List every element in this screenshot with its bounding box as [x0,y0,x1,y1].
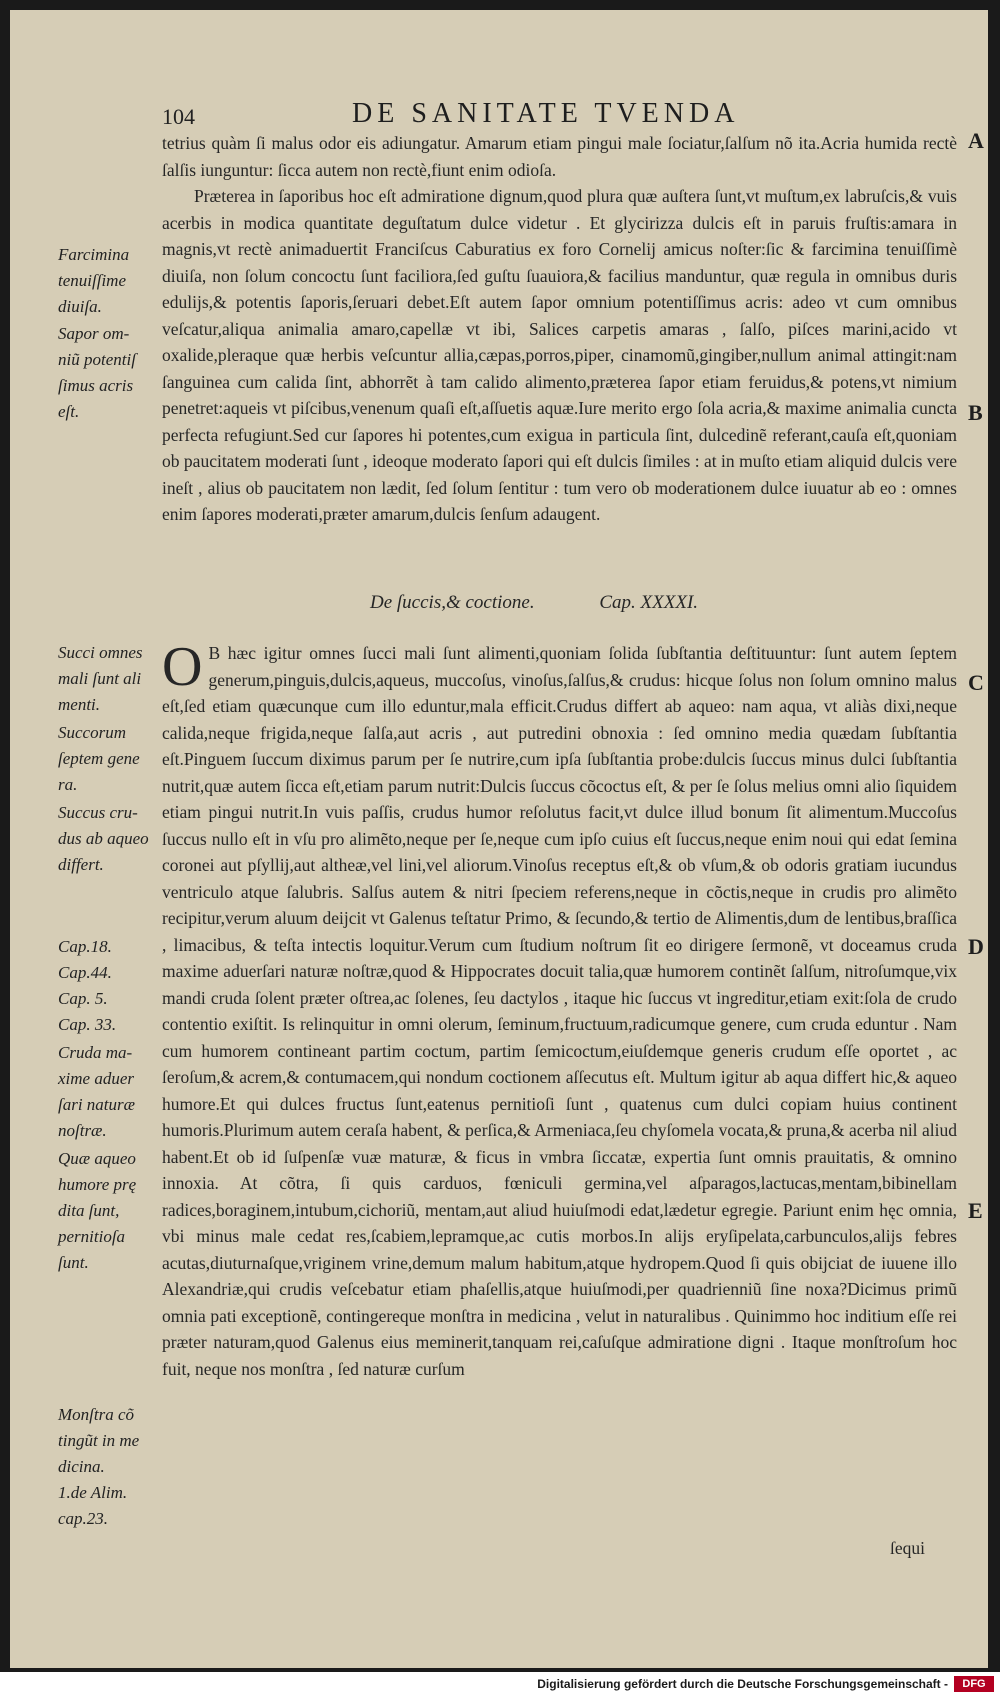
chapter-heading [370,592,698,614]
body-text-top [162,130,957,528]
marginal-note-cruda: Cruda ma- xime aduer ſari naturæ noſtræ. [58,1043,135,1140]
paragraph-text: B hæc igitur omnes ſucci mali ſunt alimenti,quoniam ſolida ſubſtantia deſtituuntur: ſunt autem ſeptem generum,pinguis,dulcis,aqueus, muccoſus, vinoſus,ſalſus,& crudus: hicque ſolus non ſolum omnino malus eſt,ſed etiam quæcunque cum illo eduntur,mala efficit.Crudus differt ab aqueo: nam aqua, vt aliàs dixi,neque calida,neque frigida,neque ſalſa,aut acris , aut putredini obnoxia : ſed omnino media quædam ſubſtantia eſt.Pinguem ſuccum diximus parum per ſe nutrire,cum ipſa ſubſtantia probe:dulcis ſuccus minus dulci ſubſtantia nutrit,quæ autem ſicca eſt,etiam parum nutrit:Dulcis ſuccus cõcoctus eſt, & per ſe ſolus melius omni alio ſiquidem etiam pingui nutrit.In vuis paſſis, crudus humor reſolutus facit,vt dulce illud bonum ſit alimentum.Muccoſus ſuccus nullo eſt in vſu pro alimẽto,neque per ſe,neque cum ipſo cuius eſt ſuccus,neque enim noui qui edat ſemina coronei aut pſyllij,aut altheæ,vel lini,vel aliorum.Vinoſus receptus eſt,& ob vſum,& ob odoris gratiam iucundus ventriculo atque ſalubris. Salſus autem & nitri ſpeciem referens,neque in cõctis,neque in crudis pro alimẽto recipitur,verum aluum deijcit vt Galenus teſtatur Primo, & ſecundo,& tertio de Alimentis,dum de lentibus,braſſica , limacibus, & teſta intectis loquitur.Verum cum ſtudium noſtrum ſit eo dirigere ſermonẽ, vt doceamus cruda maxime aduerſari naturæ noſtræ,quod & Hippocrates docuit talia,quæ humorem continẽt ſalſum, nitroſumque,vix mandi cruda ſolent præter oſtrea,ac ſolenes, ſeu dactylos , itaque hic ſuccus vt ingreditur,etiam exit:ſola de crudo contentio exiſtit. Is relinquitur in omni olerum, ſeminum,fructuum,radicumque genere, cum cruda eduntur . Nam cum humorem contineant partim coctum, partim ſemicoctum,eiuſdemque generis crudum eſſe oportet , ac ſeroſum,& acrem,& contumacem,qui nondum coctionem aſſecutus eſt. Multum igitur ab aqua differt hic,& aqueo humore.Et qui dulces fructus ſunt,eatenus pernitioſi ſunt , quatenus cum dulci copiam huius continent humoris.Plurimum autem ceraſa habent, & perſica,& Armeniaca,ſeu chyſomela vocata,& pruna,& acerba nil aliud habent.Et ob id ſuſpenſæ vuæ maturæ, & ficus in vmbra ſiccatæ, expertia ſunt omnis prauitatis, & omnino innoxia. At cõtra, ſi quis carduos, fœniculi germina,vel aſparagos,lactucas,mentam,bibinellam radices,boraginem,intubum,cichoriũ, mentam,aut aliud huiuſmodi edat,lædetur egregie. Pariunt enim hęc omnia, vbi minus male cedat res,ſcabiem,lepramque,ac cutis morbos.In alijs eryſipelata,carbunculos,alijs febres acutas,diuturnaſque,vriginem vrine,demum malum habitum,atque hydropem.Quod ſi quis obijciat de iuuene illo Alexandriæ,qui crudis veſcebatur etiam phaſellis,atque huiuſmodi,per quadrienniũ ſine noxa?Dicimus primũ omnia pati exceptionẽ, contingereque monſtra in medicina , velut in naturalibus . Quinimmo hoc inditium eſſe rei præter naturam,quod Galenus eius meminerit,tanquam rei,caſuſque admiratione digni . Itaque monſtroſum hoc fuit, neque nos monſtra , ſed naturæ curſum [162,643,957,1379]
marginal-note-succi: Succi omnes mali ſunt ali menti. [58,643,143,714]
page-number: 104 [162,104,195,129]
marginal-note-quae: Quæ aqueo humore prę dita ſunt, pernitioſa ſunt. [58,1149,137,1272]
section-letter-a: A [968,128,984,153]
book-page [10,10,988,1668]
section-letter-c: C [968,670,984,695]
section-letter-d: D [968,934,984,959]
marginal-note-crudus: Succus cru- dus ab aqueo differt. [58,803,149,874]
marginal-note-farcimina: Farcimina tenuiſſime diuiſa. [58,245,130,316]
running-title: DE SANITATE TVENDA [352,98,740,129]
section-letter-e: E [968,1198,983,1223]
body-text-chapter [162,636,957,1382]
marginal-note-succorum: Succorum ſeptem gene ra. [58,723,140,794]
marginal-note-monstra: Monſtra cõ tingũt in me dicina. 1.de Alim. cap.23. [58,1405,140,1528]
catchword: ſequi [890,1538,925,1558]
paragraph [162,636,957,1382]
chapter-title: De ſuccis,& coctione. [370,592,535,613]
footer-bar [0,1672,1000,1700]
dfg-logo-icon: DFG [954,1676,994,1692]
initial-letter: O [162,636,203,698]
paragraph: Præterea in ſaporibus hoc eſt admiratione dignum,quod plura quæ auſtera ſunt,vt muſtum,ex labruſcis,& vuis acerbis in modica quantitate deguſtatum dulce videtur . Et glycirizza dulcis eſt in paruis fruſtis:amara in magnis,vt rectè animaduertit Franciſcus Caburatius ex foro Cornelij amicus noſter:ſic & farcimina tenuiſſimè diuiſa, non ſolum concoctu ſunt faciliora,ſed guſtu ſuauiora,& facilius manduntur, quæ regula in omnibus duris edulijs,& potentis ſaporis,ſeruari debet.Eſt autem ſapor omnium potentiſſimus acris: adeo vt cum omnibus veſcatur,aliqua animalia amaro,capellæ vt ibi, Salices carpetis amaras , ſalſo, piſces marini,acido vt oxalide,pleraque quæ herbis veſcuntur allia,cæpas,porros,piper, cinamomũ,gingiber,nullum animal attingit:nam ſanguinea cum calida ſint, abhorrẽt à tam calido alimento,præterea ſapor etiam feruidus,& potens,vt nimium penetret:aqueis vt piſcibus,venenum quaſi eſt,aſſuetis aquæ.Iure merito ergo ſola acria,& maxime animalia cuncta perfecta refugiunt.Sed cur ſapores hi potentes,cum exigua in particula ſint, dulcedinẽ referant,cauſa eſt,quoniam ob paucitatem moderati ſunt , ideoque moderato ſapori qui eſt dulcis ſimiles : at in muſto etiam aliquid dulcis vere ineſt , alius ob paucitatem non lædit, ſed ſolum ſentitur : tum vero ob moderationem dulce iuuatur ab eo : omnes enim ſapores moderati,præter amarum,dulcis ſenſum adaugent. [162,186,957,524]
marginal-note-caps: Cap.18. Cap.44. Cap. 5. Cap. 33. [58,937,117,1034]
paragraph: tetrius quàm ſi malus odor eis adiungatur. Amarum etiam pingui male ſociatur,ſalſum nõ ita.Acria humida rectè ſalſis iunguntur: ſicca autem non rectè,fiunt enim odioſa. [162,133,957,180]
chapter-number: Cap. XXXXI. [599,592,699,613]
footer-credit: Digitalisierung gefördert durch die Deutsche Forschungsgemeinschaft - [537,1677,948,1691]
section-letter-b: B [968,400,983,425]
page-header [162,98,802,134]
marginal-note-sapor: Sapor om- niũ potentiſ ſimus acris eſt. [58,324,136,421]
